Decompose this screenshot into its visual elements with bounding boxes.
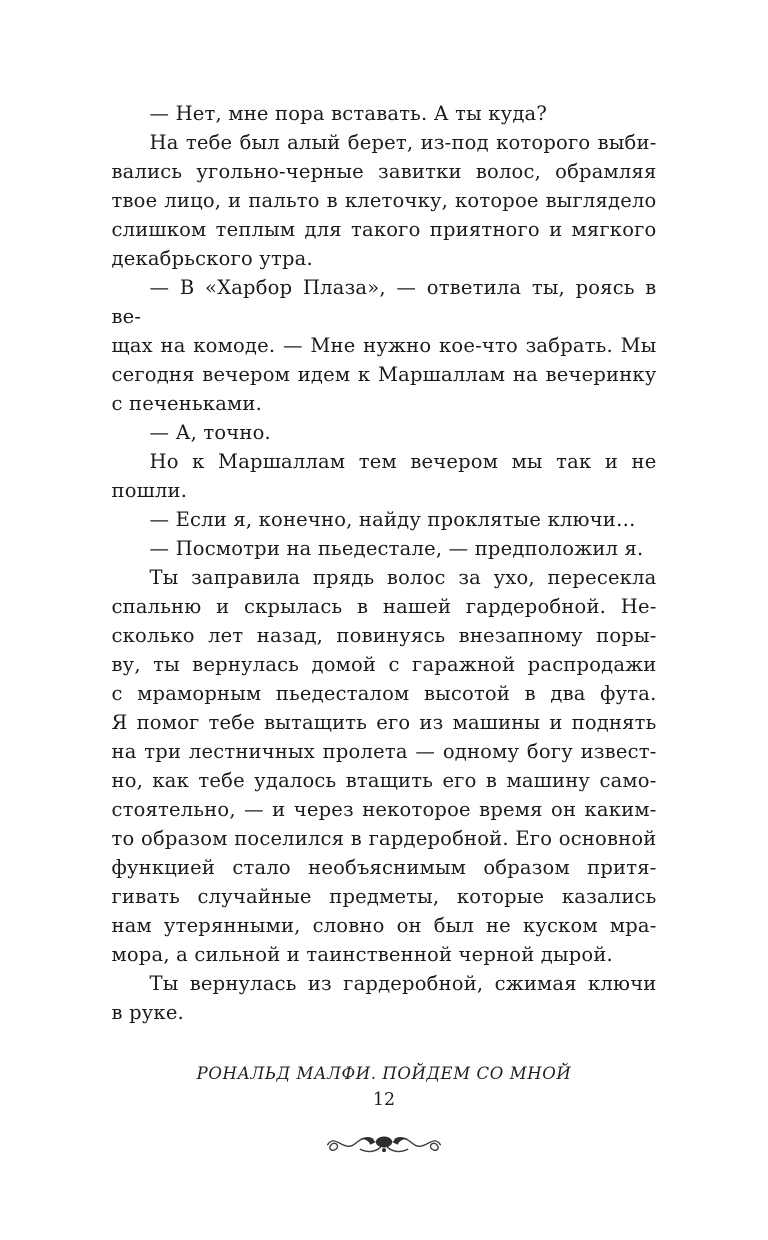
paragraph	[112, 99, 657, 128]
text-line: с печеньками.	[111, 392, 262, 415]
text-line: твое лицо, и пальто в клеточку, которое выглядело	[111, 189, 657, 212]
text-line: Но к Маршаллам тем вечером мы так и не	[149, 450, 657, 473]
text-line: Ты вернулась из гардеробной, сжимая ключи	[149, 972, 657, 995]
text-line: декабрьского утра.	[111, 247, 313, 270]
paragraph	[112, 505, 657, 534]
text-line: — Нет, мне пора вставать. А ты куда?	[149, 102, 548, 125]
text-line: вались угольно-черные завитки волос, обрамляя	[111, 160, 657, 183]
body-text	[112, 0, 657, 1027]
text-line: гивать случайные предметы, которые казались	[111, 885, 657, 908]
text-line: ву, ты вернулась домой с гаражной распродажи	[111, 653, 657, 676]
text-line: то образом поселился в гардеробной. Его основной	[111, 827, 657, 850]
text-line: — Посмотри на пьедестале, — предположил я.	[149, 537, 644, 560]
text-line: — Если я, конечно, найду проклятые ключи…	[149, 508, 636, 531]
text-line: — А, точно.	[149, 421, 271, 444]
running-title: РОНАЛЬД МАЛФИ. ПОЙДЕМ СО МНОЙ	[196, 1064, 572, 1083]
text-line: функцией стало необъяснимым образом притя-	[111, 856, 657, 879]
paragraph	[112, 273, 657, 418]
paragraph	[112, 563, 657, 969]
text-line: но, как тебе удалось втащить его в машину само-	[111, 769, 657, 792]
text-line: спальню и скрылась в нашей гардеробной. Не-	[111, 595, 657, 618]
text-line: в руке.	[111, 1001, 184, 1024]
page-number: 12	[372, 1090, 396, 1110]
text-line: сколько лет назад, повинуясь внезапному поры-	[111, 624, 657, 647]
text-line: на три лестничных пролета — одному богу извест-	[111, 740, 657, 763]
text-line: стоятельно, — и через некоторое время он каким-	[111, 798, 657, 821]
text-line: нам утерянными, словно он был не куском мра-	[111, 914, 657, 937]
paragraph	[112, 418, 657, 447]
page-footer	[0, 1064, 768, 1164]
text-line: слишком теплым для такого приятного и мягкого	[111, 218, 657, 241]
text-line: На тебе был алый берет, из-под которого выби-	[149, 131, 657, 154]
text-line: пошли.	[111, 479, 188, 502]
text-line: Я помог тебе вытащить его из машины и поднять	[111, 711, 657, 734]
flourish-ornament-icon	[0, 1120, 768, 1164]
paragraph	[112, 128, 657, 273]
text-line: с мраморным пьедесталом высотой в два фута.	[111, 682, 657, 705]
text-line: мора, а сильной и таинственной черной дырой.	[111, 943, 613, 966]
paragraph	[112, 447, 657, 505]
text-line: щах на комоде. — Мне нужно кое-что забрать. Мы	[111, 334, 657, 357]
text-line: сегодня вечером идем к Маршаллам на вечеринку	[111, 363, 657, 386]
text-line: Ты заправила прядь волос за ухо, пересекла	[149, 566, 657, 589]
paragraph	[112, 534, 657, 563]
paragraph	[112, 969, 657, 1027]
text-line: — В «Харбор Плаза», — ответила ты, роясь в ве-	[111, 276, 657, 328]
